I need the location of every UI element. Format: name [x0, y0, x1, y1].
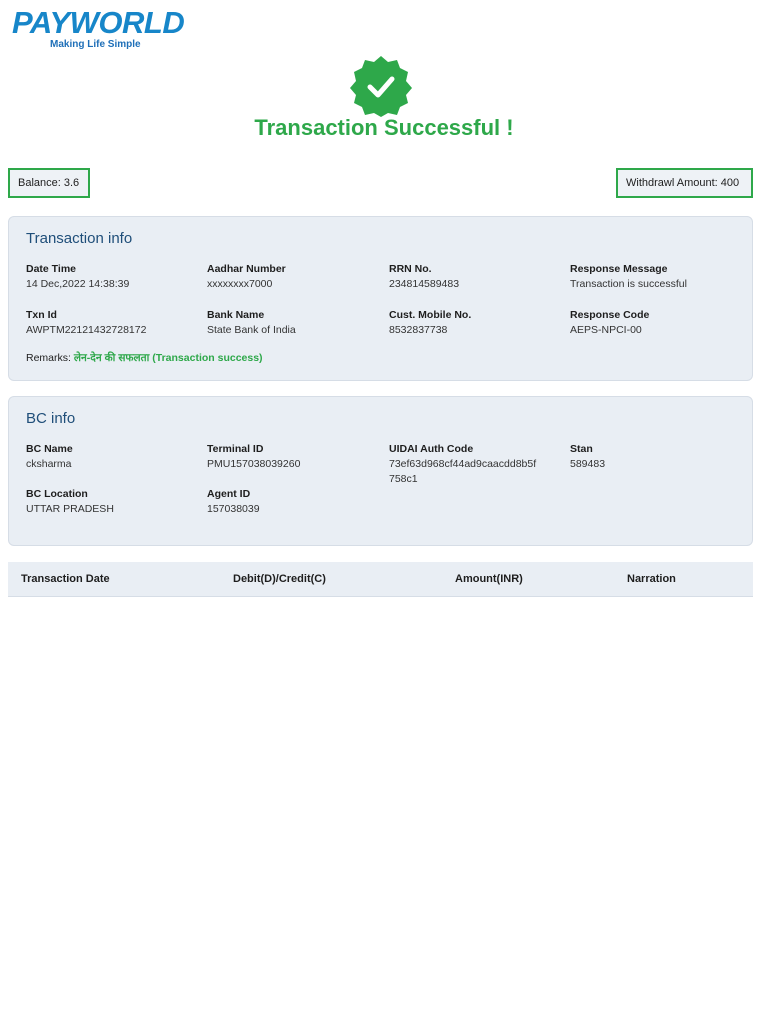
- field-uidai-auth-code: [389, 442, 536, 487]
- column-header-narration: Narration: [627, 573, 676, 585]
- transaction-info-title: Transaction info: [26, 230, 133, 247]
- field-label: UIDAI Auth Code: [389, 443, 474, 455]
- bc-info-title: BC info: [26, 410, 76, 427]
- column-header-transaction-date: Transaction Date: [21, 573, 110, 585]
- field-label: Bank Name: [207, 309, 265, 321]
- field-cust-mobile: [389, 308, 471, 338]
- field-terminal-id: [207, 442, 300, 472]
- field-aadhar-number: [207, 262, 286, 292]
- column-header-amount: Amount(INR): [455, 573, 523, 585]
- field-value: 14 Dec,2022 14:38:39: [26, 278, 130, 290]
- check-badge-icon: [348, 55, 414, 117]
- field-rrn-no: [389, 262, 459, 292]
- field-label: BC Name: [26, 443, 73, 455]
- field-stan: [570, 442, 605, 472]
- bc-info-card: [8, 396, 753, 546]
- field-value: xxxxxxxx7000: [207, 278, 273, 290]
- brand-tagline: Making Life Simple: [50, 39, 141, 50]
- field-label: Stan: [570, 443, 593, 455]
- remarks-value: लेन-देन की सफलता (Transaction success): [73, 352, 263, 364]
- field-label: RRN No.: [389, 263, 432, 275]
- field-label: Txn Id: [26, 309, 57, 321]
- field-value: 589483: [570, 458, 606, 470]
- field-date-time: [26, 262, 129, 292]
- field-agent-id: [207, 487, 260, 517]
- field-value: 234814589483: [389, 278, 460, 290]
- field-label: BC Location: [26, 488, 88, 500]
- field-response-code: [570, 308, 649, 338]
- field-bank-name: [207, 308, 296, 338]
- remarks-label: Remarks:: [26, 352, 71, 364]
- field-bc-location: [26, 487, 114, 517]
- brand-name: PAYWORLD: [12, 5, 185, 40]
- field-value: 157038039: [207, 503, 260, 515]
- field-label: Agent ID: [207, 488, 251, 500]
- field-label: Terminal ID: [207, 443, 264, 455]
- field-value: Transaction is successful: [570, 278, 687, 290]
- balance-box: Balance: 3.6: [8, 168, 90, 198]
- remarks: [26, 351, 263, 365]
- field-label: Cust. Mobile No.: [389, 309, 472, 321]
- field-label: Response Code: [570, 309, 650, 321]
- withdraw-amount-box: Withdrawl Amount: 400: [616, 168, 753, 198]
- field-bc-name: [26, 442, 73, 472]
- field-value: cksharma: [26, 458, 72, 470]
- transaction-info-card: [8, 216, 753, 381]
- field-value: State Bank of India: [207, 324, 296, 336]
- field-value-continued: 758c1: [389, 473, 418, 485]
- field-label: Aadhar Number: [207, 263, 286, 275]
- field-txn-id: [26, 308, 146, 338]
- transactions-table-header: [8, 562, 753, 597]
- payworld-logo: [8, 2, 185, 52]
- column-header-debit-credit: Debit(D)/Credit(C): [233, 573, 326, 585]
- field-label: Date Time: [26, 263, 76, 275]
- field-response-message: [570, 262, 687, 292]
- field-value: AEPS-NPCI-00: [570, 324, 642, 336]
- field-value: 8532837738: [389, 324, 448, 336]
- field-value: PMU157038039260: [207, 458, 301, 470]
- field-label: Response Message: [570, 263, 668, 275]
- status-title: Transaction Successful !: [254, 115, 514, 140]
- field-value: AWPTM22121432728172: [26, 324, 147, 336]
- field-value: 73ef63d968cf44ad9caacdd8b5f: [389, 458, 537, 470]
- field-value: UTTAR PRADESH: [26, 503, 114, 515]
